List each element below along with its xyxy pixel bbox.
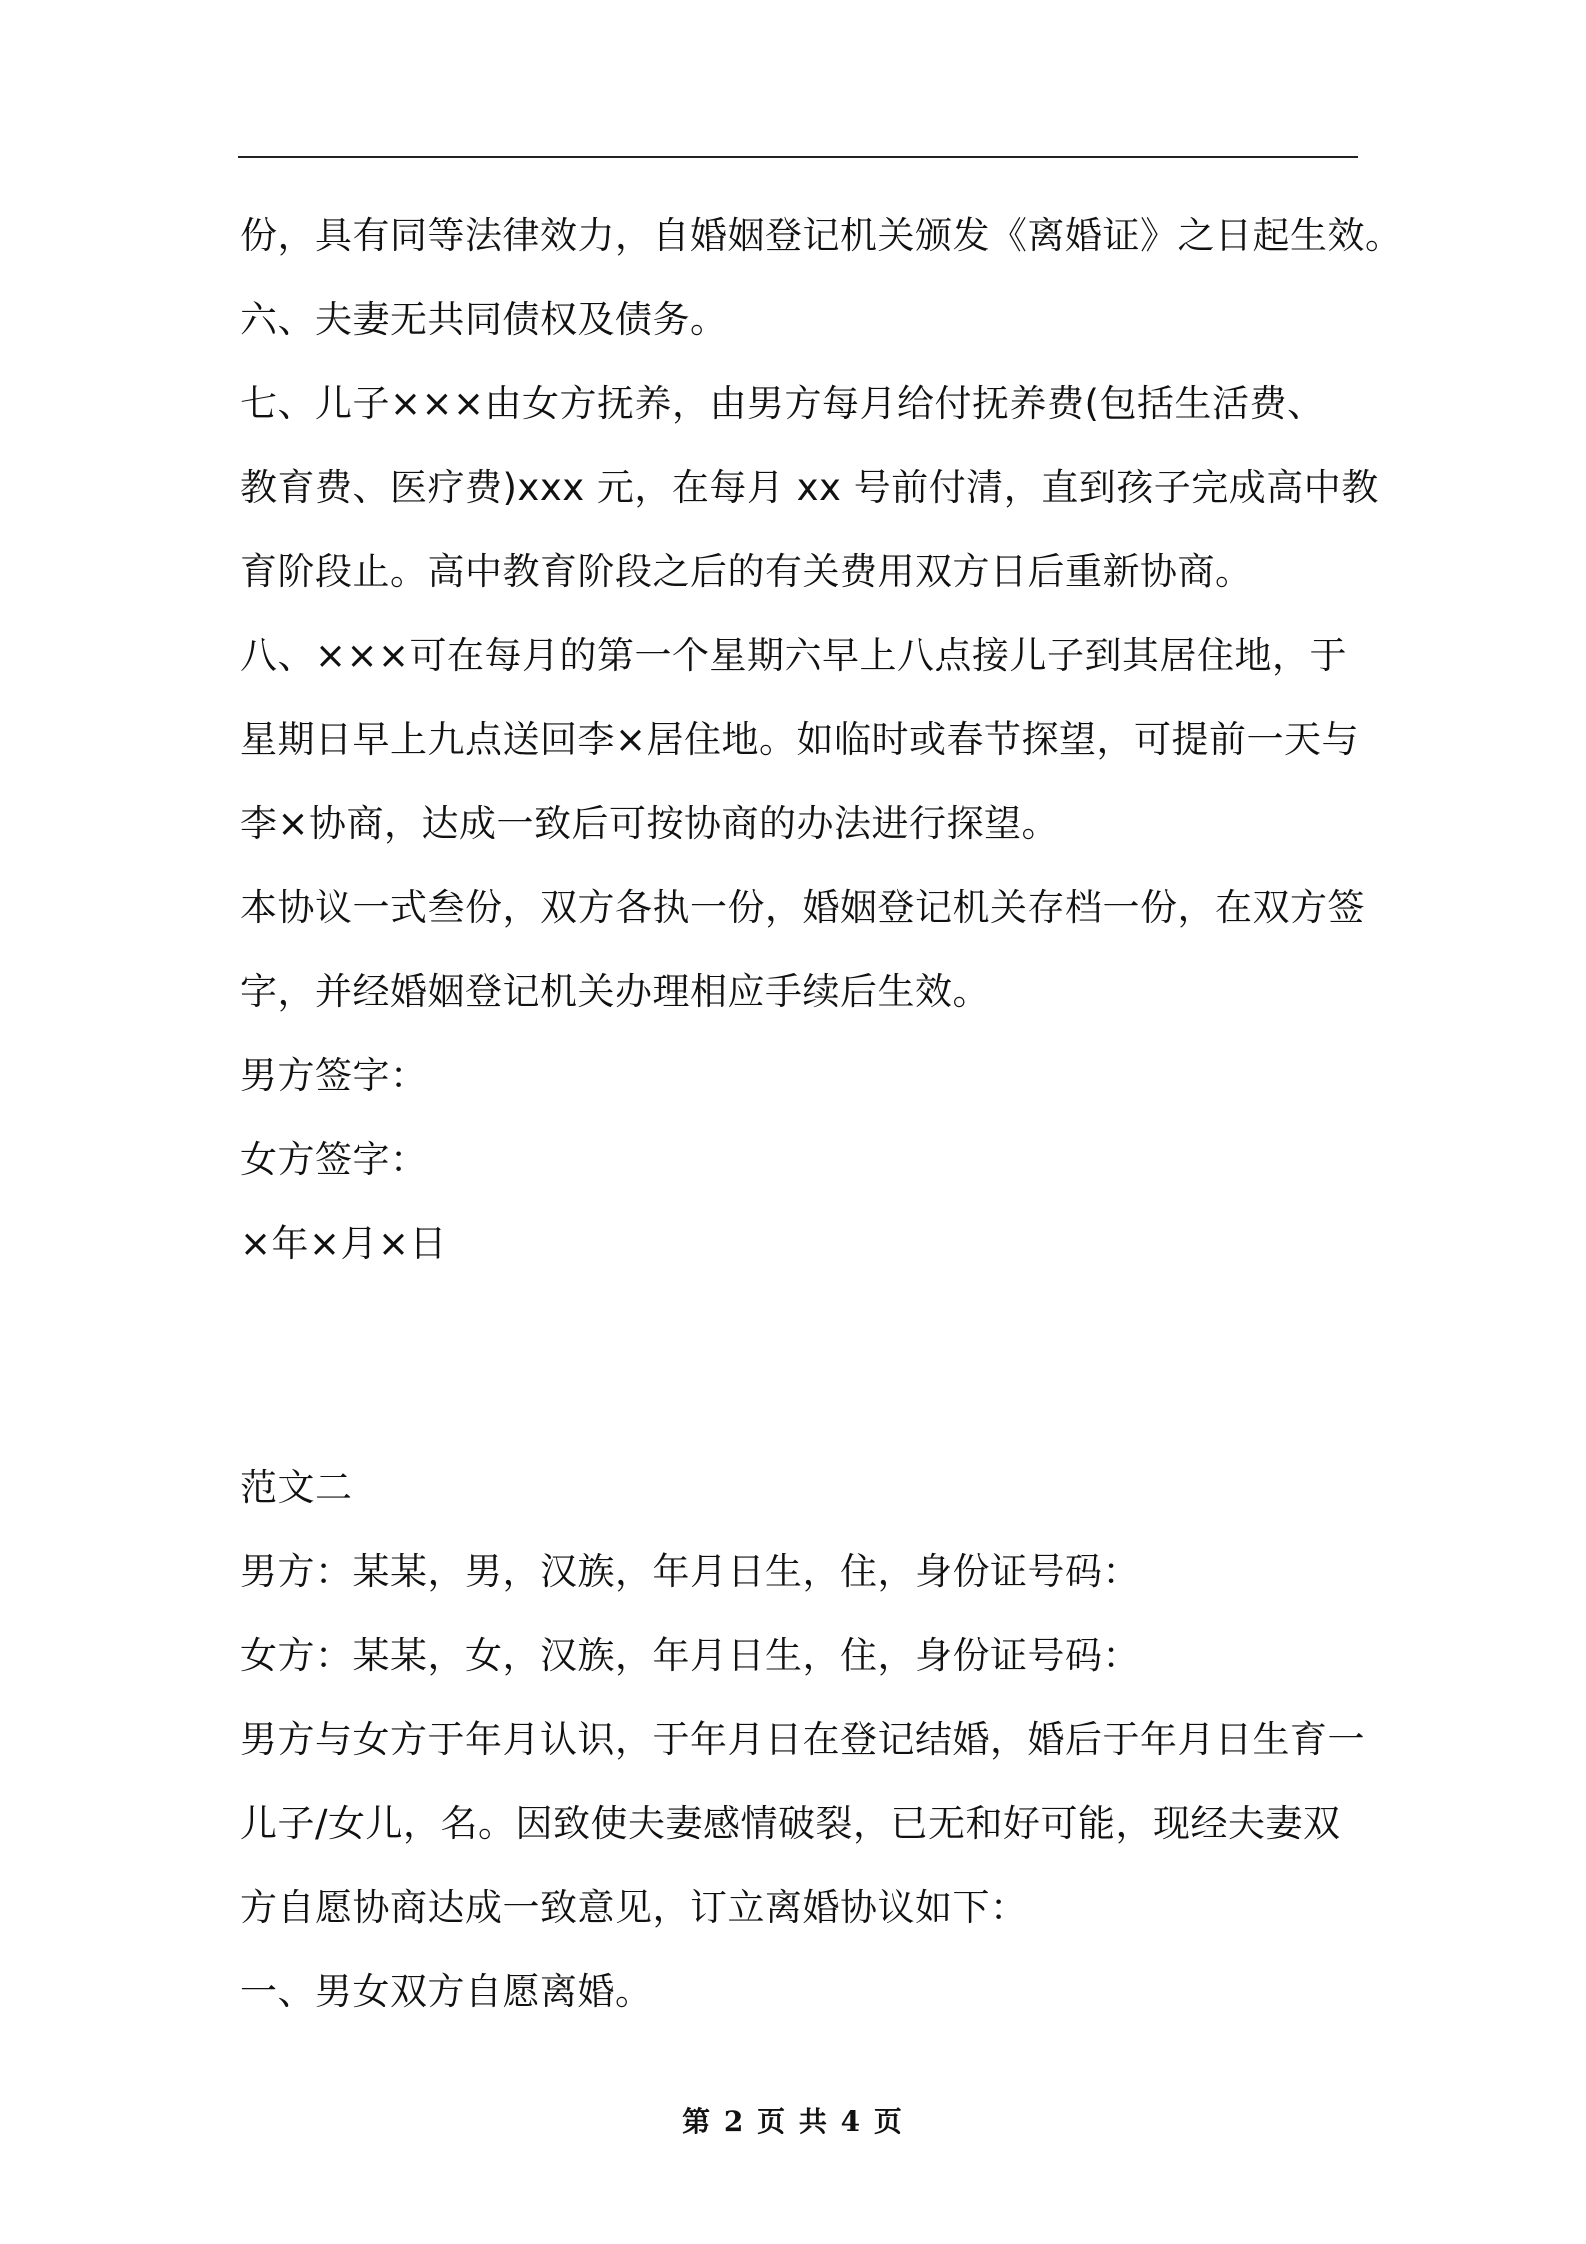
signature-male-label: 男方签字： [240,1054,428,1097]
text-line: 儿子/女儿，名。因致使夫妻感情破裂，已无和好可能，现经夫妻双 [240,1802,1341,1845]
section-title: 范文二 [240,1466,353,1509]
text-line: 字，并经婚姻登记机关办理相应手续后生效。 [240,970,990,1013]
text-line: 份，具有同等法律效力，自婚姻登记机关颁发《离婚证》之日起生效。 [240,214,1403,257]
text-line: 李×协商，达成一致后可按协商的办法进行探望。 [240,802,1060,845]
text-line: 一、男女双方自愿离婚。 [240,1970,653,2013]
date-line: ×年×月×日 [240,1222,448,1265]
signature-female-label: 女方签字： [240,1138,428,1181]
text-line: 男方与女方于年月认识，于年月日在登记结婚，婚后于年月日生育一 [240,1718,1365,1761]
text-line: 本协议一式叁份，双方各执一份，婚姻登记机关存档一份，在双方签 [240,886,1365,929]
header-rule [238,156,1358,158]
text-line: 男方：某某，男，汉族，年月日生，住，身份证号码： [240,1550,1140,1593]
text-line: 八、×××可在每月的第一个星期六早上八点接儿子到其居住地，于 [240,634,1348,677]
text-line: 方自愿协商达成一致意见，订立离婚协议如下： [240,1886,1028,1929]
page-number: 第 2 页 共 4 页 [682,2105,904,2138]
text-line: 育阶段止。高中教育阶段之后的有关费用双方日后重新协商。 [240,550,1253,593]
text-line: 星期日早上九点送回李×居住地。如临时或春节探望，可提前一天与 [240,718,1360,761]
section-gap [240,1286,1360,1446]
text-line: 女方：某某，女，汉族，年月日生，住，身份证号码： [240,1634,1140,1677]
text-line: 教育费、医疗费)xxx 元，在每月 xx 号前付清，直到孩子完成高中教 [240,466,1379,509]
text-line: 六、夫妻无共同债权及债务。 [240,298,728,341]
document-body [240,194,1403,2034]
text-line: 七、儿子×××由女方抚养，由男方每月给付抚养费(包括生活费、 [240,382,1325,425]
